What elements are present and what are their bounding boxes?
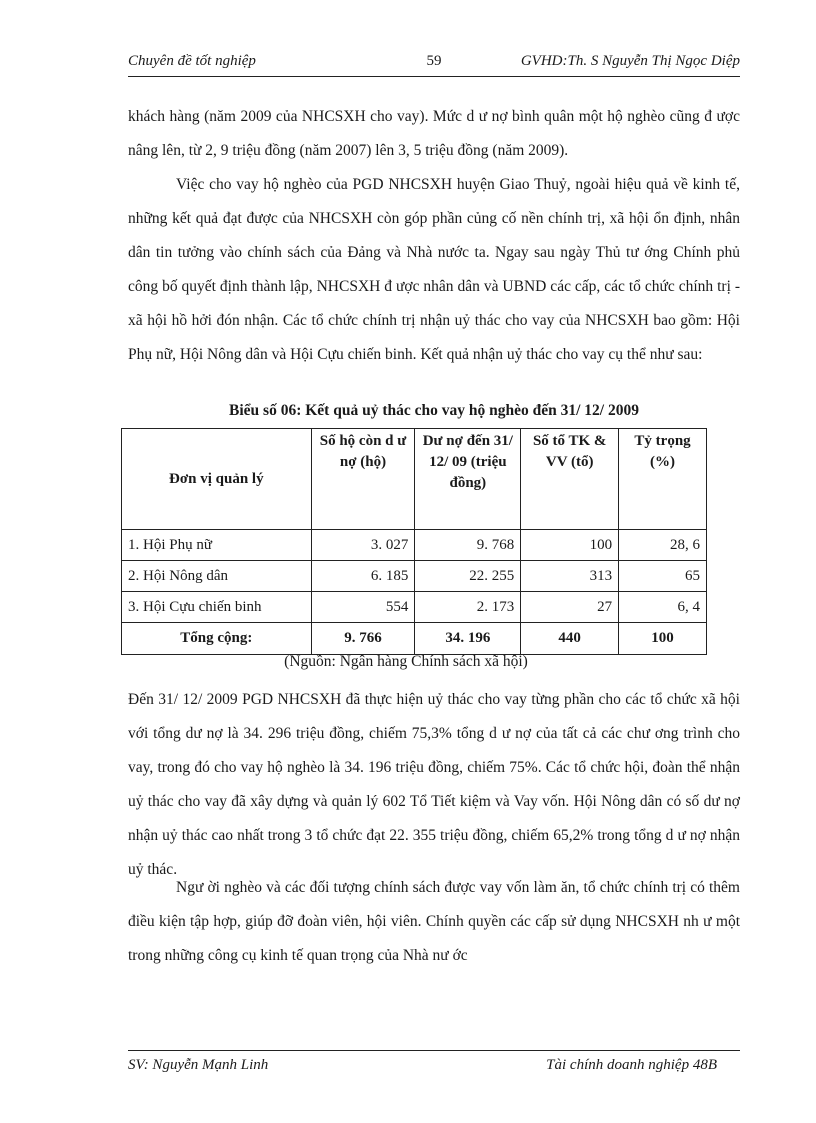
table-cell: 440	[521, 623, 619, 655]
table-source: (Nguồn: Ngân hàng Chính sách xã hội)	[284, 653, 528, 670]
footer-class-name: Tài chính doanh nghiệp 48B	[546, 1057, 717, 1073]
table-cell: 27	[521, 592, 619, 623]
results-table	[121, 428, 707, 655]
paragraph-3: Đến 31/ 12/ 2009 PGD NHCSXH đã thực hiện uỷ thác cho vay từng phần cho các tổ chức xã hội với tổng dư nợ là 34. 296 triệu đồng, chiếm 75,3% tổng d ư nợ của tất cả các chư ơng trình cho vay, trong đó cho vay hộ nghèo là 34. 196 triệu đồng, chiếm 75%. Các tổ chức hội, đoàn thể nhận uỷ thác cho vay đã xây dựng và quản lý 602 Tổ Tiết kiệm và Vay vốn. Hội Nông dân có số dư nợ nhận uỷ thác cao nhất trong 3 tổ chức đạt 22. 355 triệu đồng, chiếm 65,2% trong tổng d ư nợ nhận uỷ thác.	[128, 691, 740, 878]
table-cell: 554	[311, 592, 415, 623]
table-cell: 313	[521, 561, 619, 592]
table-cell: 28, 6	[619, 530, 707, 561]
column-header-households: Số hộ còn d ư nợ (hộ)	[311, 429, 415, 530]
table-cell: 3. Hội Cựu chiến binh	[122, 592, 312, 623]
table-row	[122, 592, 707, 623]
page-footer	[128, 1050, 740, 1077]
paragraph-1: khách hàng (năm 2009 của NHCSXH cho vay). Mức d ư nợ bình quân một hộ nghèo cũng đ ược nâng lên, từ 2, 9 triệu đồng (năm 2007) lên 3, 5 triệu đồng (năm 2009).	[128, 108, 740, 159]
header-document-title: Chuyên đề tốt nghiệp	[128, 53, 256, 69]
table-cell: 2. Hội Nông dân	[122, 561, 312, 592]
table-cell: 22. 255	[415, 561, 521, 592]
table-cell: 65	[619, 561, 707, 592]
table-cell: 6. 185	[311, 561, 415, 592]
table-cell: 100	[521, 530, 619, 561]
table-cell: 9. 766	[311, 623, 415, 655]
table-cell: Tổng cộng:	[122, 623, 312, 655]
paragraph-4: Ngư ời nghèo và các đối tượng chính sách được vay vốn làm ăn, tổ chức chính trị có thêm điều kiện tập hợp, giúp đỡ đoàn viên, hội viên. Chính quyền các cấp sử dụng NHCSXH nh ư một trong những công cụ kinh tế quan trọng của Nhà nư ớc	[128, 879, 740, 964]
table-cell: 6, 4	[619, 592, 707, 623]
table-total-row	[122, 623, 707, 655]
table-cell: 100	[619, 623, 707, 655]
column-header-unit: Đơn vị quản lý	[122, 429, 312, 530]
table-row	[122, 561, 707, 592]
footer-student-name: SV: Nguyễn Mạnh Linh	[128, 1057, 269, 1073]
column-header-share: Tỷ trọng (%)	[619, 429, 707, 530]
table-cell: 9. 768	[415, 530, 521, 561]
table-cell: 1. Hội Phụ nữ	[122, 530, 312, 561]
paragraph-2: Việc cho vay hộ nghèo của PGD NHCSXH huyện Giao Thuỷ, ngoài hiệu quả về kinh tế, những kết quả đạt được của NHCSXH còn góp phần củng cố nền chính trị, xã hội ổn định, nhân dân tin tưởng vào chính sách của Đảng và Nhà nước ta. Ngay sau ngày Thủ tư ớng Chính phủ công bố quyết định thành lập, NHCSXH đ ược nhân dân và UBND các cấp, các tổ chức chính trị - xã hội hồ hởi đón nhận. Các tổ chức chính trị nhận uỷ thác cho vay của NHCSXH bao gồm: Hội Phụ nữ, Hội Nông dân và Hội Cựu chiến binh. Kết quả nhận uỷ thác cho vay cụ thể như sau:	[128, 176, 740, 363]
table-cell: 3. 027	[311, 530, 415, 561]
page-header	[128, 50, 740, 77]
column-header-groups: Số tổ TK & VV (tổ)	[521, 429, 619, 530]
page-number: 59	[426, 53, 442, 69]
table-title: Biểu số 06: Kết quả uỷ thác cho vay hộ nghèo đến 31/ 12/ 2009	[229, 402, 639, 419]
table-cell: 2. 173	[415, 592, 521, 623]
header-supervisor: GVHD:Th. S Nguyễn Thị Ngọc Diệp	[520, 53, 740, 69]
table-header-row	[122, 429, 707, 530]
table-row	[122, 530, 707, 561]
column-header-outstanding: Dư nợ đến 31/ 12/ 09 (triệu đồng)	[415, 429, 521, 530]
table-cell: 34. 196	[415, 623, 521, 655]
